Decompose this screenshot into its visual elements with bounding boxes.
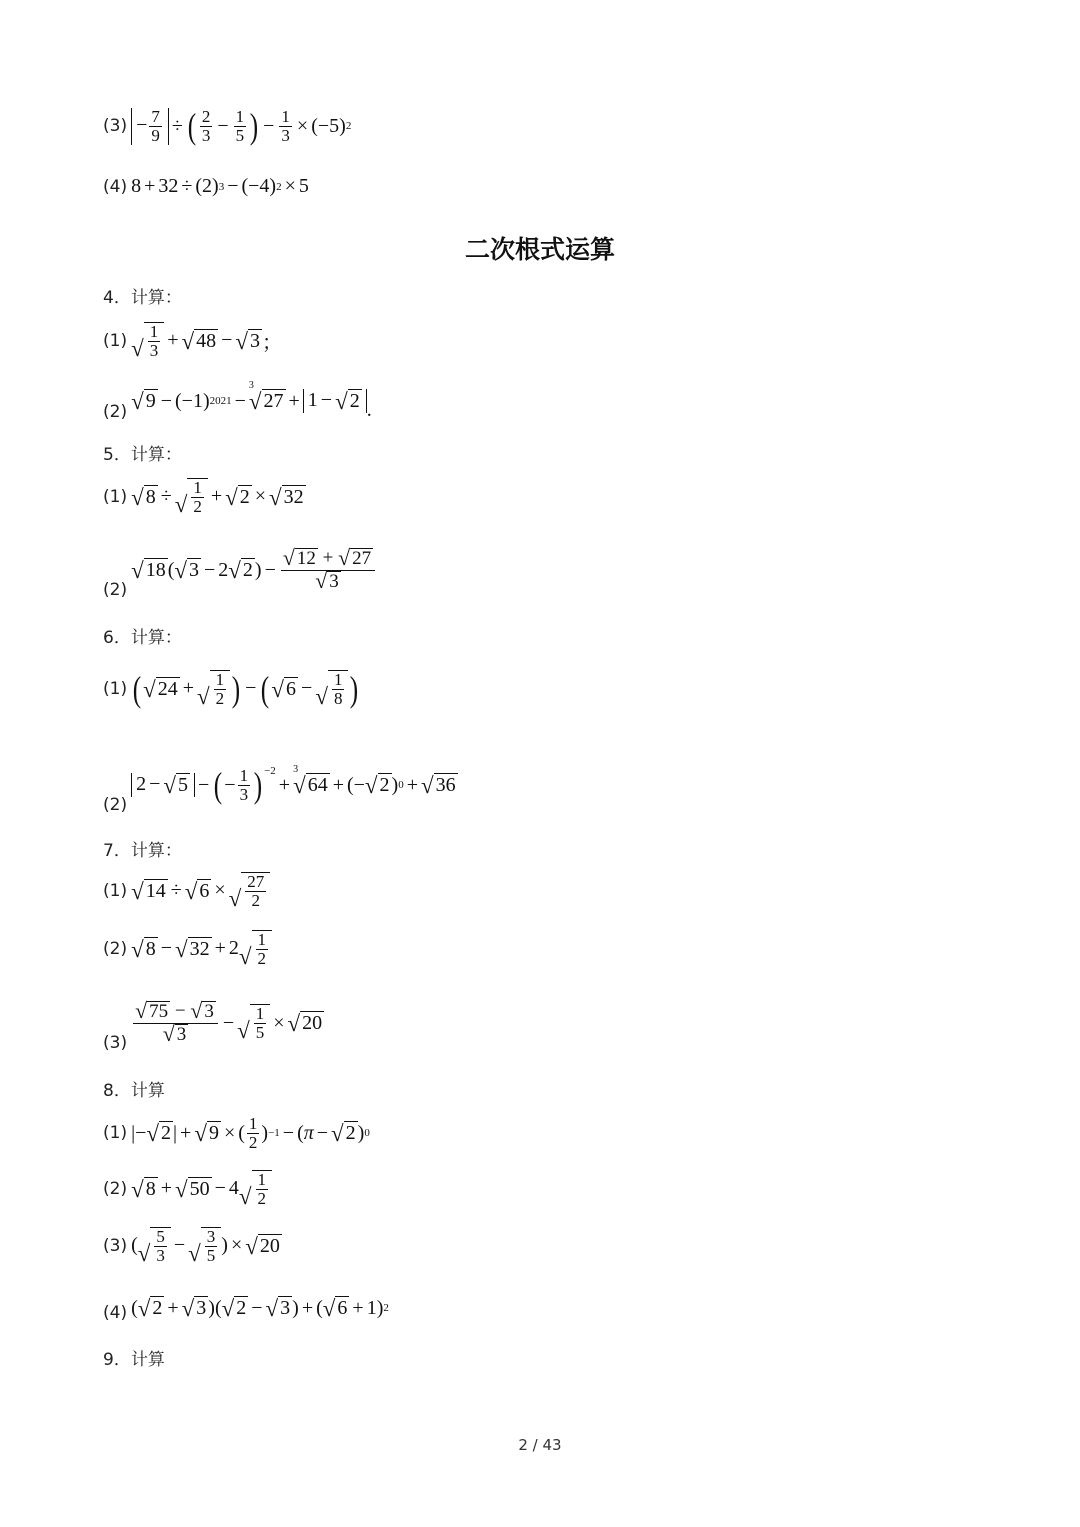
math-expression: √ 75 − √ 3 √ 3 − √ 1 5 × √ 20: [135, 998, 323, 1046]
problem-6-2: [103, 755, 458, 815]
problem-4-1: [103, 322, 282, 360]
math-expression: √ 9 − (−1) 2021 − 3 √ 27 + 1 − √ 2 .: [131, 380, 372, 421]
question-heading: 6．计算：: [103, 628, 182, 648]
punctuation: ；: [262, 332, 283, 355]
item-label: (1): [103, 1123, 128, 1144]
math-expression: √ 14 ÷ √ 6 × √ 27 2: [131, 872, 270, 910]
question-7: [103, 836, 182, 861]
item-label: (3): [103, 116, 128, 137]
math-expression: √ 8 − √ 32 + 2 √ 1 2: [131, 930, 272, 968]
item-label: (2): [103, 402, 128, 422]
math-expression: − $\frac{7}{9}$ ÷ ( 2 3 − $\frac{1}{5}$ ) − $\frac{1}{3}$ × (−5) 2: [131, 108, 351, 145]
page-number: 2 / 43: [518, 1436, 562, 1454]
section-title: 二次根式运算: [464, 235, 615, 264]
problem-5-2: [103, 540, 377, 600]
problem-7-3: [103, 993, 324, 1053]
math-expression: √ 8 ÷ √ 1 2 + √ 2 × √ 32: [131, 478, 304, 517]
item-label: (1): [103, 486, 128, 507]
math-expression: ( √ 24 + √ 1 2 ) − ( √ 6 − √ 1 8 ): [132, 668, 359, 709]
math-expression: ( √ 5 3 − √ 3 5 ) × √ 20: [131, 1227, 280, 1266]
problem-prev-3: [103, 108, 351, 145]
math-expression: √ 8 + √ 50 − 4 √ 1 2: [131, 1170, 272, 1208]
question-heading: 8．计算: [103, 1081, 165, 1101]
problem-8-3: [103, 1227, 282, 1265]
question-heading: 7．计算：: [103, 841, 182, 861]
math-expression: 2 − √ 5 − ( − 1 3 ) $^{-2}$ + 3 √ 64 + (− √ 2 ) 0 + √ 36: [131, 767, 458, 804]
item-label: (1): [103, 330, 128, 351]
problem-5-1: [103, 478, 306, 516]
item-label: (2): [103, 938, 128, 959]
item-label: (2): [103, 795, 128, 815]
problem-4-2: [103, 380, 372, 422]
item-label: (2): [103, 580, 128, 600]
item-label: (4): [103, 176, 128, 197]
item-label: (1): [103, 678, 128, 699]
question-6: [103, 623, 182, 648]
problem-6-1: [103, 670, 360, 708]
math-expression: |− √ 2 | + √ 9 × ( $\frac{1}{2}$ ) −1 − ( π − √ 2 ) 0: [131, 1114, 370, 1152]
item-label: (4): [103, 1303, 128, 1323]
punctuation: .: [366, 398, 372, 421]
problem-7-2: [103, 930, 272, 968]
question-4: [103, 283, 182, 308]
math-expression: 8 + 32 ÷ (2) 3 − (−4) 2 × 5: [131, 175, 309, 197]
problem-prev-4: [103, 175, 309, 198]
question-8: [103, 1076, 165, 1101]
question-heading: 5．计算：: [103, 445, 182, 465]
question-5: [103, 440, 182, 465]
problem-8-2: [103, 1170, 272, 1208]
item-label: (3): [103, 1033, 128, 1053]
problem-8-4: [103, 1293, 389, 1323]
question-heading: 4．计算：: [103, 288, 182, 308]
question-heading: 9．计算: [103, 1350, 165, 1370]
math-expression: ( √ 2 + √ 3 )( √ 2 − √ 3 ) + ( √ 6 + 1) 2: [131, 1296, 389, 1321]
problem-8-1: [103, 1115, 370, 1152]
math-expression: √ 18 ( √ 3 − 2 √ 2 ) − √ 12 + √ 27 √ 3: [131, 548, 377, 593]
item-label: (1): [103, 880, 128, 901]
item-label: (2): [103, 1178, 128, 1199]
math-expression: √ 1 3 + √ 48 − √ 3 ；: [131, 322, 283, 361]
problem-7-1: [103, 872, 270, 910]
question-9: [103, 1345, 165, 1370]
item-label: (3): [103, 1235, 128, 1256]
